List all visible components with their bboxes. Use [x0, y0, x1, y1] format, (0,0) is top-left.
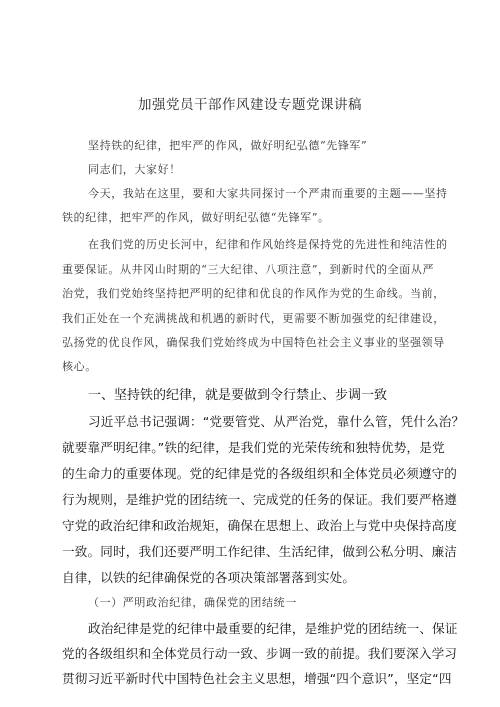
section1-line: 一致。同时，我们还要严明工作纪律、生活纪律，做到公私分明、廉洁 — [62, 544, 458, 559]
section1-line: 的生命力的重要体现。党的纪律是党的各级组织和全体党员必须遵守的 — [62, 466, 458, 481]
document-subtitle: 坚持铁的纪律，把牢严的作风，做好明纪弘德“先锋军” — [88, 139, 368, 152]
subsection1-line: 贯彻习近平新时代中国特色社会主义思想，增强“四个意识”，坚定“四 — [62, 671, 452, 686]
history-line: 重要保证。从井冈山时期的“三大纪律、八项注意”，到新时代的全面从严 — [62, 263, 435, 276]
history-line: 弘扬党的优良作风，确保我们党始终成为中国特色社会主义事业的坚强领导 — [62, 336, 445, 349]
section1-line: 行为规则，是维护党的团结统一、完成党的任务的保证。我们要严格遵 — [62, 492, 458, 507]
subsection1-line: 党的各级组织和全体党员行动一致、步调一致的前提。我们要深入学习 — [62, 646, 458, 661]
section1-line: 守党的政治纪律和政治规矩，确保在思想上、政治上与党中央保持高度 — [62, 518, 458, 533]
history-line: 我们正处在一个充满挑战和机遇的新时代，更需要不断加强党的纪律建设， — [62, 312, 445, 325]
document-title: 加强党员干部作风建设专题党课讲稿 — [138, 97, 362, 113]
subsection1-line: 政治纪律是党的纪律中最重要的纪律，是维护党的团结统一、保证 — [88, 621, 458, 636]
intro-line: 今天，我站在这里，要和大家共同探讨一个严肃而重要的主题——坚持 — [88, 187, 448, 200]
history-line: 核心。 — [62, 360, 97, 373]
subsection-heading: （一）严明政治纪律，确保党的团结统一 — [88, 596, 297, 609]
section1-line: 自律，以铁的纪律确保党的各项决策部署落到实处。 — [62, 570, 356, 585]
section1-line: 就要靠严明纪律。”铁的纪律，是我们党的光荣传统和独特优势，是党 — [62, 440, 445, 455]
section1-line: 习近平总书记强调：“党要管党、从严治党，靠什么管，凭什么治？ — [88, 414, 465, 429]
section-heading: 一、坚持铁的纪律，就是要做到令行禁止、步调一致 — [88, 388, 388, 403]
history-line: 在我们党的历史长河中，纪律和作风始终是保持党的先进性和纯洁性的 — [88, 238, 448, 251]
intro-line: 铁的纪律，把牢严的作风，做好明纪弘德“先锋军”。 — [62, 211, 330, 224]
greeting: 同志们，大家好！ — [88, 163, 181, 176]
history-line: 治党，我们党始终坚持把严明的纪律和优良的作风作为党的生命线。当前， — [62, 287, 445, 300]
